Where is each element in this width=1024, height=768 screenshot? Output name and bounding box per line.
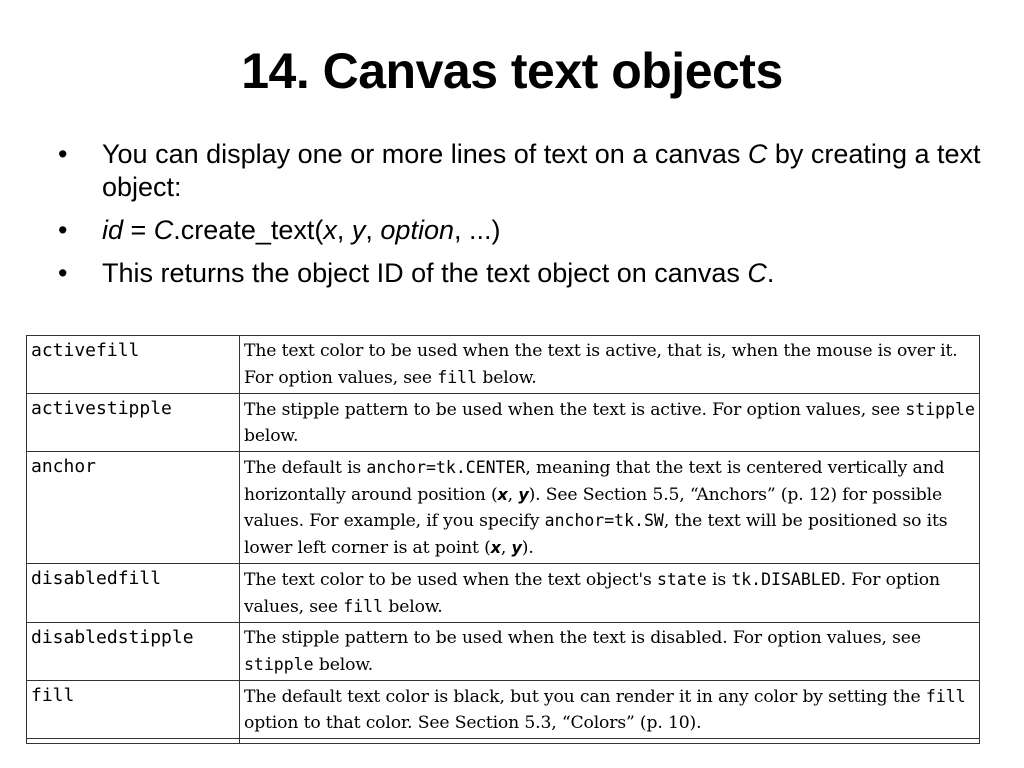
code-literal: tk.DISABLED	[731, 570, 841, 589]
option-description: The stipple pattern to be used when the text is disabled. For option values, see stipple below.	[240, 623, 980, 681]
table-row-cut-off	[27, 739, 980, 744]
option-description: The default is anchor=tk.CENTER, meaning that the text is centered vertically and horizontally around position (x, y). See Section 5.5, “Anchors” (p. 12) for possible values. For example, if you specify anchor=tk.SW, the text will be positioned so its lower left corner is at point (x, y).	[240, 452, 980, 564]
option-description: The stipple pattern to be used when the text is active. For option values, see stipple below.	[240, 394, 980, 452]
options-table	[26, 335, 980, 744]
option-name: disabledfill	[27, 564, 240, 623]
bullet-item	[58, 214, 988, 247]
option-name: activefill	[27, 336, 240, 394]
option-description: The default text color is black, but you can render it in any color by setting the fill option to that color. See Section 5.3, “Colors” (p. 10).	[240, 681, 980, 739]
coord-y: y	[511, 537, 522, 557]
bullet-text: This returns the object ID of the text object on canvas	[102, 258, 748, 288]
canvas-variable: C	[747, 258, 767, 288]
bullet-item	[58, 257, 988, 290]
option-description: The text color to be used when the text is active, that is, when the mouse is over it. For option values, see fill below.	[240, 336, 980, 394]
table-row	[27, 681, 980, 739]
option-name: fill	[27, 681, 240, 739]
bullet-list	[58, 138, 988, 300]
code-literal: state	[656, 570, 707, 589]
code-text: ,	[336, 215, 352, 245]
code-method: .create_text(	[173, 215, 324, 245]
code-literal: fill	[925, 687, 966, 706]
option-name: disabledstipple	[27, 623, 240, 681]
slide-title: 14. Canvas text objects	[241, 43, 783, 99]
code-text: =	[123, 215, 154, 245]
table-cell-empty	[27, 739, 240, 744]
canvas-variable: C	[153, 215, 174, 245]
coord-x: x	[497, 484, 508, 504]
code-literal: fill	[437, 367, 478, 387]
option-name: activestipple	[27, 394, 240, 452]
bullet-item	[58, 138, 988, 204]
table-row	[27, 564, 980, 623]
table-row	[27, 623, 980, 681]
coord-y: y	[518, 484, 529, 504]
code-text: , ...)	[453, 215, 501, 245]
code-literal: anchor=tk.SW	[544, 511, 664, 530]
table-row	[27, 452, 980, 564]
bullet-glyph: •	[58, 215, 68, 245]
bullet-glyph: •	[58, 139, 68, 169]
code-literal: stipple	[244, 654, 314, 674]
coord-x: x	[490, 537, 501, 557]
bullet-text: You can display one or more lines of text on a canvas	[102, 139, 748, 169]
table-cell-empty	[240, 739, 980, 744]
bullet-glyph: •	[58, 258, 68, 288]
option-name: anchor	[27, 452, 240, 564]
option-description: The text color to be used when the text object's state is tk.DISABLED. For option values, see fill below.	[240, 564, 980, 623]
code-x: x	[323, 215, 337, 245]
code-option: option	[380, 215, 454, 245]
code-literal: stipple	[905, 400, 975, 419]
canvas-variable: C	[747, 139, 768, 169]
bullet-text: .	[766, 258, 775, 288]
code-literal: anchor=tk.CENTER	[366, 458, 526, 477]
table-row	[27, 336, 980, 394]
table-row	[27, 394, 980, 452]
code-id: id	[102, 215, 124, 245]
code-literal: fill	[343, 596, 384, 616]
code-text: ,	[365, 215, 381, 245]
code-y: y	[351, 215, 366, 245]
bullet-text: by creating a text object:	[102, 139, 981, 202]
